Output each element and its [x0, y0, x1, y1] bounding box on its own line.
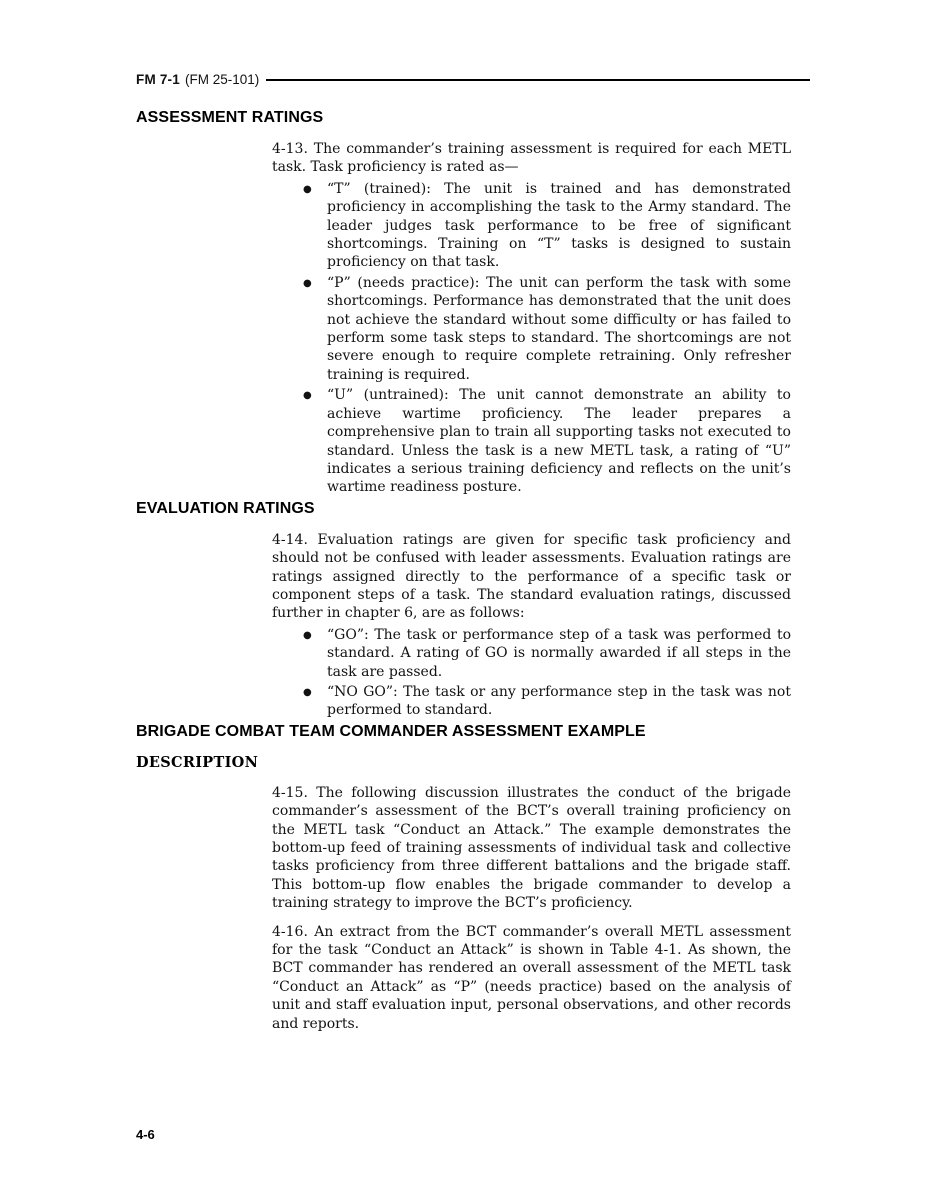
- bullet-icon: ●: [303, 277, 312, 289]
- bullet-icon: ●: [303, 183, 312, 195]
- paragraph-4-14: 4-14. Evaluation ratings are given for specific task proficiency and should not be confused with leader assessments. Evaluation ratings are ratings assigned directly to the performance of a specific task or component steps of a task. The standard evaluation ratings, discussed further in chapter 6, are as follows:: [272, 531, 791, 622]
- list-item: [303, 274, 791, 384]
- list-item: [303, 626, 791, 681]
- assessment-bullet-list: [303, 180, 791, 497]
- section-heading-evaluation-ratings: EVALUATION RATINGS: [136, 499, 315, 517]
- list-item: [303, 683, 791, 720]
- bullet-icon: ●: [303, 629, 312, 641]
- section-heading-bct-example: BRIGADE COMBAT TEAM COMMANDER ASSESSMENT EXAMPLE: [136, 722, 646, 740]
- section-heading-assessment-ratings: ASSESSMENT RATINGS: [136, 109, 324, 126]
- paragraph-4-15: 4-15. The following discussion illustrates the conduct of the brigade commander’s assessment of the BCT’s overall training proficiency on the METL task “Conduct an Attack.” The example demonstrates the bottom-up feed of training assessments of individual task and collective tasks proficiency from three different battalions and the brigade staff. This bottom-up flow enables the brigade commander to develop a training strategy to improve the BCT’s proficiency.: [272, 784, 791, 912]
- header-rule: [266, 79, 810, 81]
- bullet-text-no-go: “NO GO”: The task or any performance step in the task was not performed to standard.: [327, 683, 791, 719]
- bullet-text-trained: “T” (trained): The unit is trained and has demonstrated proficiency in accomplishing the task to the Army standard. The leader judges task performance to be free of significant shortcomings. Training on “T” tasks is designed to sustain proficiency on that task.: [327, 180, 791, 271]
- paragraph-4-16: 4-16. An extract from the BCT commander’s overall METL assessment for the task “Conduct an Attack” is shown in Table 4-1. As shown, the BCT commander has rendered an overall assessment of the METL task “Conduct an Attack” as “P” (needs practice) based on the analysis of unit and staff evaluation input, personal observations, and other records and reports.: [272, 923, 791, 1032]
- doc-ref: (FM 25-101): [184, 72, 260, 87]
- page-header: [136, 72, 810, 87]
- evaluation-bullet-list: [303, 626, 791, 720]
- doc-id: FM 7-1: [136, 72, 180, 87]
- bullet-text-go: “GO”: The task or performance step of a task was performed to standard. A rating of GO is normally awarded if all steps in the task are passed.: [327, 626, 791, 680]
- list-item: [303, 386, 791, 496]
- paragraph-4-13: 4-13. The commander’s training assessment is required for each METL task. Task proficiency is rated as—: [272, 141, 791, 176]
- bullet-text-untrained: “U” (untrained): The unit cannot demonstrate an ability to achieve wartime proficiency. The leader prepares a comprehensive plan to train all supporting tasks not executed to standard. Unless the task is a new METL task, a rating of “U” indicates a serious training deficiency and reflects on the unit’s wartime readiness posture.: [327, 387, 791, 496]
- list-item: [303, 180, 791, 272]
- page-content: [136, 108, 791, 1033]
- page-number: 4-6: [136, 1127, 155, 1142]
- bullet-text-needs-practice: “P” (needs practice): The unit can perform the task with some shortcomings. Performance has demonstrated that the unit does not achieve the standard without some difficulty or has failed to perform some task steps to standard. The shortcomings are not severe enough to require complete retraining. Only refresher training is required.: [327, 274, 791, 383]
- bullet-icon: ●: [303, 390, 312, 402]
- bullet-icon: ●: [303, 686, 312, 698]
- sub-heading-description: DESCRIPTION: [136, 753, 259, 771]
